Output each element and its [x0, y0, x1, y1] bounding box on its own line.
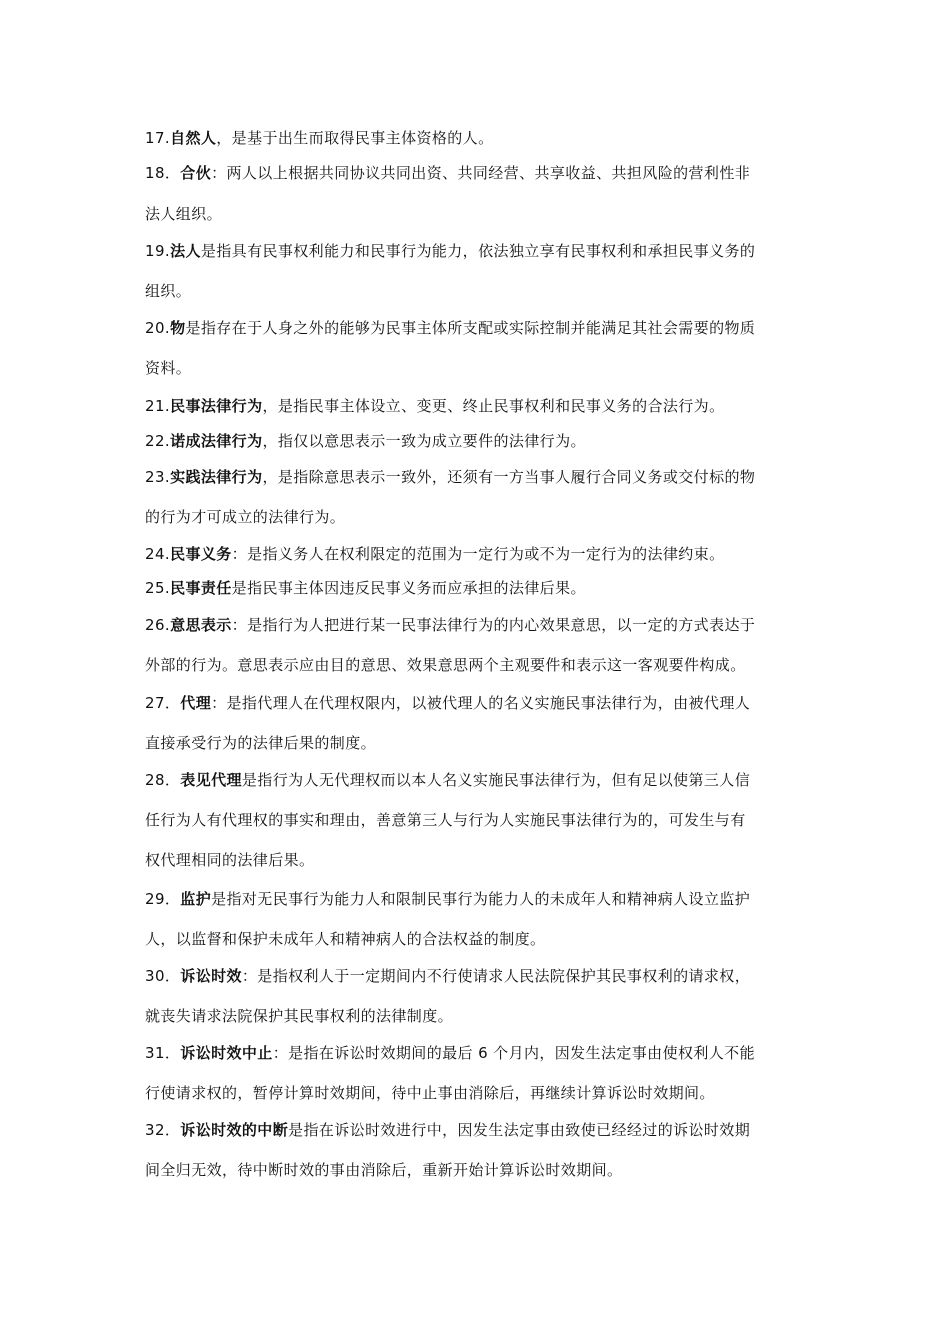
- definition-continuation: [145, 809, 825, 831]
- term: 监护: [180, 890, 212, 908]
- term: 法人: [170, 242, 201, 260]
- definition-continuation: [145, 732, 825, 754]
- definition-text: 是指存在于人身之外的能够为民事主体所支配或实际控制并能满足其社会需要的物质: [185, 319, 756, 337]
- item-number: 23.: [145, 468, 171, 486]
- term: 自然人: [170, 129, 217, 147]
- definition-23: [145, 466, 825, 488]
- definition-continuation: [145, 928, 825, 950]
- definition-continuation: [145, 357, 825, 379]
- definition-21: [145, 395, 825, 417]
- item-number: 21.: [145, 397, 171, 415]
- definition-text: 资料。: [145, 359, 192, 377]
- definition-32: [145, 1119, 825, 1141]
- definition-text: 法人组织。: [145, 205, 223, 223]
- definition-continuation: [145, 1005, 825, 1027]
- item-number: 29．: [145, 890, 181, 908]
- definition-text: ，指仅以意思表示一致为成立要件的法律行为。: [262, 432, 586, 450]
- definition-continuation: [145, 1082, 825, 1104]
- definition-continuation: [145, 1159, 825, 1181]
- item-number: 31．: [145, 1044, 181, 1062]
- definition-text: 外部的行为。意思表示应由目的意思、效果意思两个主观要件和表示这一客观要件构成。: [145, 656, 746, 674]
- definition-28: [145, 769, 825, 791]
- definition-26: [145, 614, 825, 636]
- term: 代理: [180, 694, 212, 712]
- definition-text: 是指具有民事权利能力和民事行为能力，依法独立享有民事权利和承担民事义务的: [200, 242, 756, 260]
- item-number: 18．: [145, 164, 181, 182]
- definition-text: 人，以监督和保护未成年人和精神病人的合法权益的制度。: [145, 930, 546, 948]
- definition-24: [145, 543, 825, 565]
- definition-29: [145, 888, 825, 910]
- definition-text: ：是指行为人把进行某一民事法律行为的内心效果意思，以一定的方式表达于: [231, 616, 756, 634]
- definition-text: ，是指民事主体设立、变更、终止民事权利和民事义务的合法行为。: [262, 397, 725, 415]
- item-number: 17.: [145, 129, 171, 147]
- term: 诉讼时效中止: [180, 1044, 273, 1062]
- definition-17: [145, 127, 825, 149]
- definition-19: [145, 240, 825, 262]
- definition-continuation: [145, 849, 825, 871]
- definition-continuation: [145, 506, 825, 528]
- item-number: 28．: [145, 771, 181, 789]
- term: 物: [170, 319, 186, 337]
- definition-text: ，是基于出生而取得民事主体资格的人。: [216, 129, 494, 147]
- item-number: 22.: [145, 432, 171, 450]
- item-number: 27．: [145, 694, 181, 712]
- definition-text: 间全归无效，待中断时效的事由消除后，重新开始计算诉讼时效期间。: [145, 1161, 623, 1179]
- item-number: 30．: [145, 967, 181, 985]
- definition-text: 是指行为人无代理权而以本人名义实施民事法律行为，但有足以使第三人信: [241, 771, 751, 789]
- definition-text: 组织。: [145, 282, 192, 300]
- definition-continuation: [145, 280, 825, 302]
- definition-text: 是指对无民事行为能力人和限制民事行为能力人的未成年人和精神病人设立监护: [211, 890, 751, 908]
- definition-text: ：是指代理人在代理权限内，以被代理人的名义实施民事法律行为，由被代理人: [211, 694, 751, 712]
- definition-continuation: [145, 203, 825, 225]
- item-number: 32．: [145, 1121, 181, 1139]
- definition-text: 任行为人有代理权的事实和理由，善意第三人与行为人实施民事法律行为的，可发生与有: [145, 811, 746, 829]
- definition-18: [145, 162, 825, 184]
- definition-text: ：是指权利人于一定期间内不行使请求人民法院保护其民事权利的请求权，: [241, 967, 751, 985]
- item-number: 26.: [145, 616, 171, 634]
- term: 民事法律行为: [170, 397, 263, 415]
- term: 诉讼时效的中断: [180, 1121, 289, 1139]
- item-number: 19.: [145, 242, 171, 260]
- definition-text: ：两人以上根据共同协议共同出资、共同经营、共享收益、共担风险的营利性非: [211, 164, 751, 182]
- definition-31: [145, 1042, 825, 1064]
- definition-27: [145, 692, 825, 714]
- term: 意思表示: [170, 616, 232, 634]
- definition-text: 权代理相同的法律后果。: [145, 851, 315, 869]
- term: 实践法律行为: [170, 468, 263, 486]
- definition-text: 的行为才可成立的法律行为。: [145, 508, 346, 526]
- definition-25: [145, 577, 825, 599]
- definition-text: ，是指除意思表示一致外，还须有一方当事人履行合同义务或交付标的物: [262, 468, 756, 486]
- term: 民事责任: [170, 579, 232, 597]
- definition-20: [145, 317, 825, 339]
- term: 表见代理: [180, 771, 242, 789]
- definition-text: 是指在诉讼时效进行中，因发生法定事由致使已经经过的诉讼时效期: [288, 1121, 751, 1139]
- definition-continuation: [145, 654, 825, 676]
- definition-text: 就丧失请求法院保护其民事权利的法律制度。: [145, 1007, 454, 1025]
- item-number: 25.: [145, 579, 171, 597]
- definition-text: ：是指在诉讼时效期间的最后 6 个月内，因发生法定事由使权利人不能: [272, 1044, 755, 1062]
- term: 诉讼时效: [180, 967, 242, 985]
- definition-22: [145, 430, 825, 452]
- term: 诺成法律行为: [170, 432, 263, 450]
- definition-text: 是指民事主体因违反民事义务而应承担的法律后果。: [231, 579, 586, 597]
- definition-text: 直接承受行为的法律后果的制度。: [145, 734, 377, 752]
- definition-text: ：是指义务人在权利限定的范围为一定行为或不为一定行为的法律约束。: [231, 545, 725, 563]
- term: 民事义务: [170, 545, 232, 563]
- item-number: 24.: [145, 545, 171, 563]
- term: 合伙: [180, 164, 212, 182]
- definition-30: [145, 965, 825, 987]
- definition-text: 行使请求权的，暂停计算时效期间，待中止事由消除后，再继续计算诉讼时效期间。: [145, 1084, 715, 1102]
- item-number: 20.: [145, 319, 171, 337]
